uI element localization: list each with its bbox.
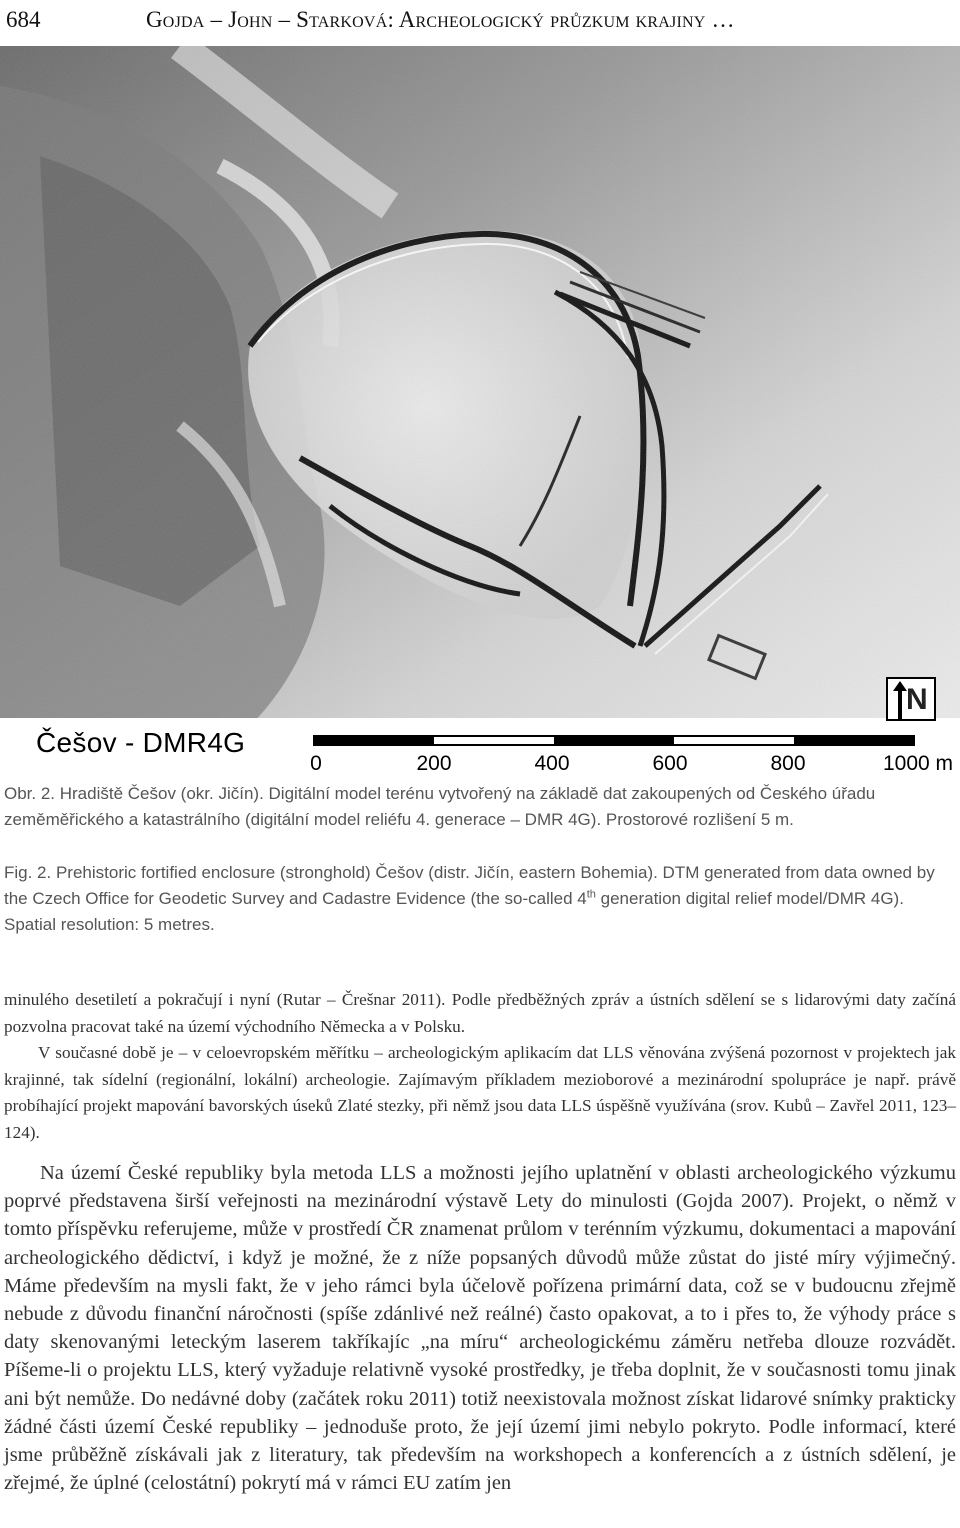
figure-caption-czech: Obr. 2. Hradiště Češov (okr. Jičín). Digitální model terénu vytvořený na základě dat zakoupených od Českého úřadu zeměměřického a katastrálního (digitální model reliéfu 4. generace – DMR 4G). Prostorové rozlišení 5 m. <box>4 784 876 829</box>
paragraph-continued: minulého desetiletí a pokračují i nyní (Rutar – Črešnar 2011). Podle předběžných zpráv a ústních sdělení se s lidarovými daty začíná pozvolna pracovat také na území východního Německa a v Polsku. <box>4 990 956 1036</box>
map-label: Češov - DMR4G <box>36 727 246 758</box>
north-letter: N <box>906 683 928 716</box>
north-arrow-icon <box>886 677 936 721</box>
paragraph-current-attention: V současné době je – v celoevropském měřítku – archeologickým aplikacím dat LLS věnována zvýšená pozornost v projektech jak krajinné, tak sídelní (regionální, lokální) archeologie. Zajímavým příkladem mezioborové a mezinárodní spolupráce je např. právě probíhající projekt mapování bavorských úseků Zlaté stezky, při němž jsou data LLS úspěšně využívána (srov. Kubů – Zavřel 2011, 123–124). <box>4 1043 956 1142</box>
body-text-main <box>4 1159 956 1497</box>
hillshade-image <box>0 46 960 770</box>
caption-en-superscript: th <box>586 888 596 901</box>
caption-en-part2: generation digital relief model/DMR 4G). Spatial resolution: 5 metres. <box>4 889 904 934</box>
figure-dtm-hillshade <box>0 46 960 775</box>
page-number: 684 <box>6 7 41 32</box>
scale-label-200: 200 <box>416 752 452 775</box>
running-header <box>4 4 954 36</box>
scale-label-0: 0 <box>310 752 322 775</box>
body-text-small <box>4 987 956 1146</box>
paragraph-czech-republic-lls: Na území České republiky byla metoda LLS a možnosti jejího uplatnění v oblasti archeologického výzkumu poprvé představena širší veřejnosti na mezinárodní výstavě Lety do minulosti (Gojda 2007). Projekt, o němž v tomto příspěvku referujeme, může v prostředí ČR znamenat průlom v terénním výzkumu, dokumentaci a mapování archeologického dědictví, i když je možné, že z níže popsaných důvodů může zůstat do jisté míry výjimečný. Máme především na mysli fakt, že v jeho rámci byla účelově pořízena primární data, což se v budoucnu zřejmě nebude z důvodu finanční náročnosti (spíše zdánlivé než reálné) často opakovat, a to i přes to, že výhody práce s daty skenovanými leteckým laserem takříkajíc „na míru“ archeologickému záměru netřeba dlouze rozvádět. Píšeme-li o projektu LLS, který vyžaduje relativně vysoké prostředky, je třeba doplnit, že v současnosti tomu jinak ani být nemůže. Do nedávné doby (začátek roku 2011) totiž neexistovala možnost získat lidarové snímky prakticky žádné části území České republiky – jednoduše proto, že její území jimi nebylo pokryto. Podle informací, které jsme průběžně získávali jak z literatury, tak především na workshopech a konferencích a z ústních sdělení, je zřejmé, že úplné (celostátní) pokrytí má v rámci EU zatím jen <box>4 1162 956 1495</box>
scale-bar <box>310 734 954 775</box>
caption-en-part1: Fig. 2. Prehistoric fortified enclosure (stronghold) Češov (distr. Jičín, eastern Bohemia). DTM generated from data owned by the Czech Office for Geodetic Survey and Cadastre Evidence (the so-called 4 <box>4 863 935 908</box>
scale-label-600: 600 <box>652 752 688 775</box>
figure-caption-english <box>4 860 956 938</box>
scale-label-800: 800 <box>770 752 806 775</box>
running-title: Gojda – John – Starková: Archeologický průzkum krajiny … <box>146 7 735 32</box>
scale-label-400: 400 <box>534 752 570 775</box>
scale-bar-graphic <box>312 734 932 748</box>
scale-label-1000m: 1000 m <box>882 752 954 775</box>
